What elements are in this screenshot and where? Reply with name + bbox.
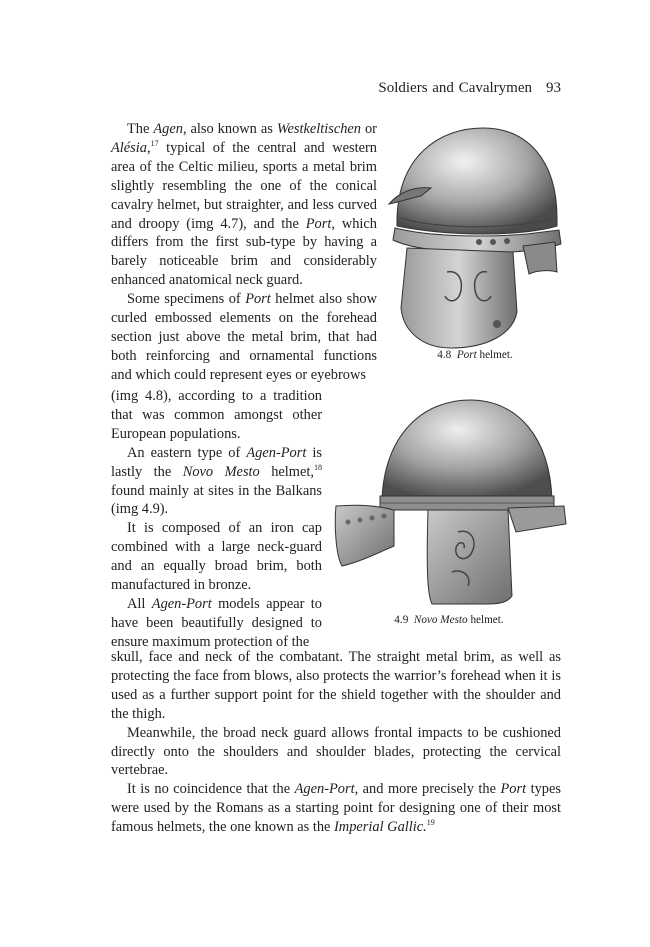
footnote-ref: 19: [426, 818, 435, 828]
figure-number: 4.9: [394, 614, 409, 626]
helmet-illustration-novo-mesto: [332, 396, 568, 610]
text-column-middle: [111, 387, 322, 652]
running-title: Soldiers and Cavalrymen: [378, 80, 532, 96]
caption-italic: Port: [456, 349, 477, 361]
text-column-upper: [111, 120, 377, 385]
page-number: 93: [546, 80, 561, 96]
caption-text: helmet.: [470, 614, 504, 626]
footnote-ref: 17: [150, 139, 159, 149]
paragraph-continuation: (img 4.8), according to a tradition that was common amongst other European populations.: [111, 388, 322, 442]
caption-text: helmet.: [479, 349, 513, 361]
paragraph: Some specimens of Port helmet also show curled embossed elements on the forehead section just above the metal brim, that had both reinforcing and ornamental functions and which could represent eyes or eyebrows: [111, 291, 377, 383]
caption-italic: Novo Mesto: [413, 614, 468, 626]
paragraph: An eastern type of Agen-Port is lastly the Novo Mesto helmet,$^{18}$ found mainly at sites in the Balkans (img 4.9).: [111, 444, 322, 518]
running-header: [378, 80, 561, 97]
figure-caption: [387, 349, 563, 361]
footnote-ref: 18: [313, 462, 322, 472]
paragraph-continuation: skull, face and neck of the combatant. The straight metal brim, as well as protecting the face from blows, also protects the warrior’s forehead when it is used as a further support point for the shield together with the shoulder and the thigh.: [111, 649, 561, 722]
figure-caption: [338, 614, 560, 626]
paragraph: The Agen, also known as Westkeltischen or Alésia,$^{17}$ typical of the central and western area of the Celtic milieu, sports a metal brim slightly resembling the one of the conical cavalry helmet, but straighter, and less curved and droopy (img 4.7), and the Port, which differs from the first sub-type by having a barely noticeable brim and considerably enhanced anatomical neck guard.: [111, 121, 377, 289]
paragraph: Meanwhile, the broad neck guard allows frontal impacts to be cushioned directly onto the shoulders and shoulder blades, protecting the cervical vertebrae.: [111, 724, 561, 779]
paragraph: It is composed of an iron cap combined with a large neck-guard and an equally broad brim, both manufactured in bronze.: [111, 520, 322, 594]
paragraph: All Agen-Port models appear to have been beautifully designed to ensure maximum protection of the: [111, 595, 322, 650]
text-column-lower: [111, 648, 561, 837]
figure-number: 4.8: [437, 349, 452, 361]
paragraph: It is no coincidence that the Agen-Port, and more precisely the Port types were used by the Romans as a starting point for designing one of their most famous helmets, the one known as the Imperial Gallic.$^{19}$: [111, 781, 561, 836]
helmet-illustration-port: [387, 122, 563, 352]
